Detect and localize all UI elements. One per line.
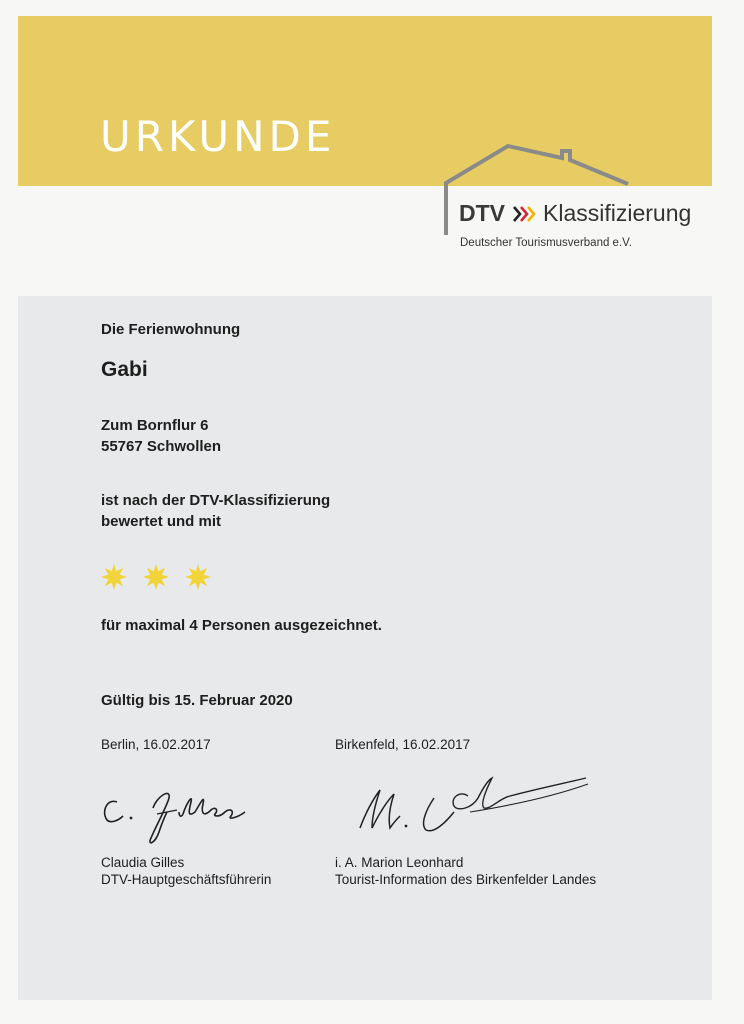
chevron-logo-icon bbox=[512, 204, 536, 224]
signer-name-right: i. A. Marion Leonhard bbox=[335, 855, 464, 870]
logo-subtitle: Deutscher Tourismusverband e.V. bbox=[460, 237, 632, 249]
persons-text: für maximal 4 Personen ausgezeichnet. bbox=[101, 617, 382, 634]
star-rating bbox=[100, 563, 220, 593]
address-city: 55767 Schwollen bbox=[101, 438, 222, 455]
logo-name: Klassifizierung bbox=[543, 200, 692, 226]
property-name: Gabi bbox=[101, 358, 148, 381]
description-line-2: bewertet und mit bbox=[101, 513, 222, 530]
address-street: Zum Bornflur 6 bbox=[101, 417, 209, 434]
place-date-right: Birkenfeld, 16.02.2017 bbox=[335, 737, 471, 752]
signature-right bbox=[350, 768, 590, 848]
certificate-title: URKUNDE bbox=[100, 112, 336, 161]
content-panel bbox=[18, 296, 712, 1000]
dtv-logo bbox=[459, 200, 691, 227]
place-date-left: Berlin, 16.02.2017 bbox=[101, 737, 211, 752]
description-line-1: ist nach der DTV-Klassifizierung bbox=[101, 492, 331, 509]
valid-until: Gültig bis 15. Februar 2020 bbox=[101, 692, 293, 709]
star-icon bbox=[142, 563, 170, 591]
signer-role-left: DTV-Hauptgeschäftsführerin bbox=[101, 872, 272, 887]
signature-left bbox=[95, 772, 265, 852]
logo-brand: DTV bbox=[459, 200, 505, 226]
star-icon bbox=[184, 563, 212, 591]
star-icon bbox=[100, 563, 128, 591]
property-type: Die Ferienwohnung bbox=[101, 321, 241, 338]
signer-role-right: Tourist-Information des Birkenfelder Landes bbox=[335, 872, 597, 887]
signer-name-left: Claudia Gilles bbox=[101, 855, 185, 870]
